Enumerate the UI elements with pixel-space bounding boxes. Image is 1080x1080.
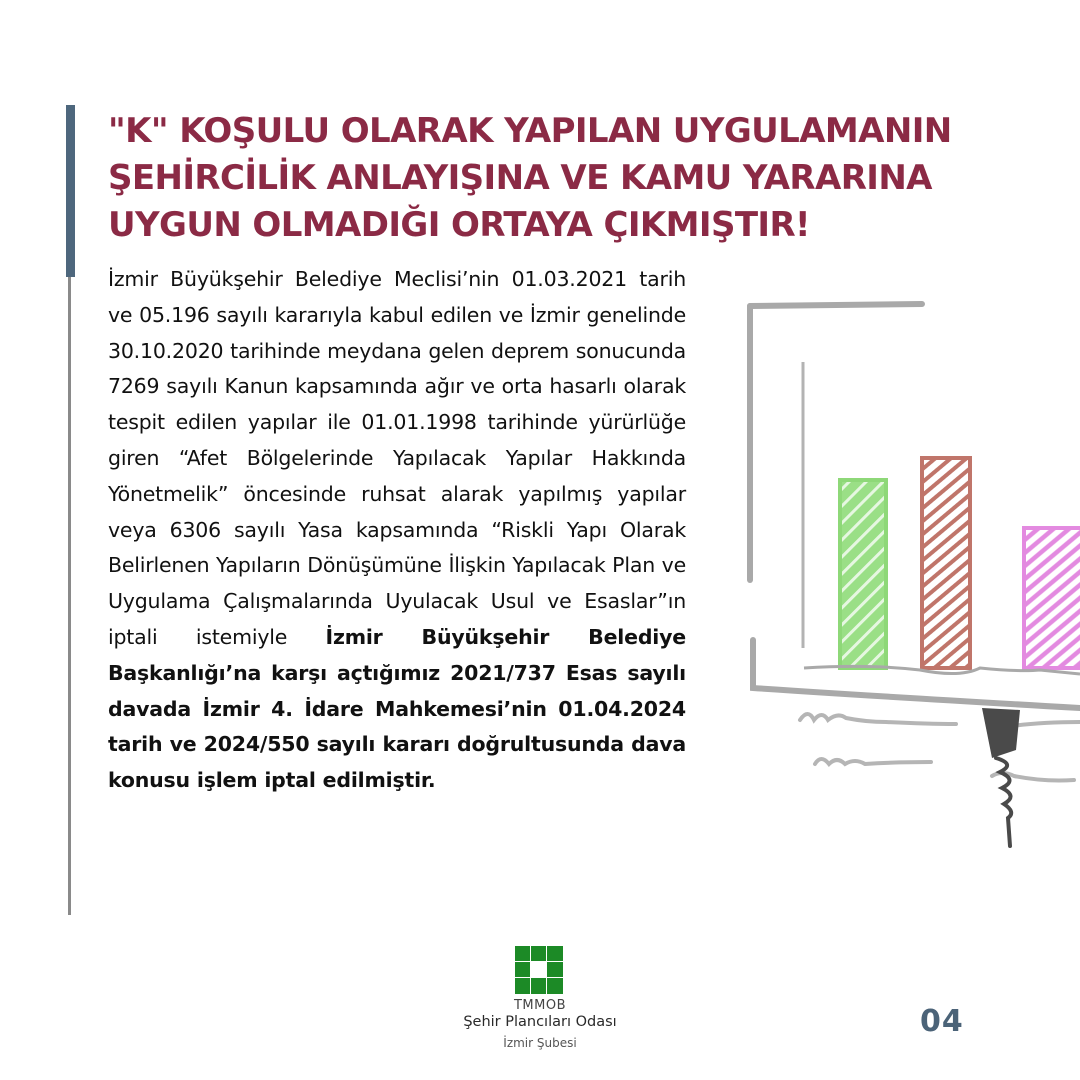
org-branch: İzmir Şubesi [503, 1036, 577, 1050]
tmmob-logo-icon [515, 946, 563, 994]
page-number: 04 [920, 1004, 964, 1039]
title-line-1: "K" KOŞULU OLARAK YAPILAN UYGULAMANIN [108, 111, 952, 151]
accent-bar [66, 105, 75, 277]
body-bold-text: İzmir Büyükşehir Belediye Başkanlığı’na karşı açtığımız 2021/737 Esas sayılı davada İzmir 4. İdare Mahkemesi’nin 01.04.2024 tarih ve 2024/550 sayılı kararı doğrultusunda dava konusu işlem iptal edilmiştir. [108, 624, 686, 793]
body-regular-text: İzmir Büyükşehir Belediye Meclisi’nin 01.03.2021 tarih ve 05.196 sayılı kararıyla kabul edilen ve İzmir genelinde 30.10.2020 tarihinde meydana gelen deprem sonucunda 7269 sayılı Kanun kapsamında ağır ve orta hasarlı olarak tespit edilen yapılar ile 01.01.1998 tarihinde yürürlüğe giren “Afet Bölgelerinde Yapılacak Yapılar Hakkında Yönetmelik” öncesinde ruhsat alarak yapılmış yapılar veya 6306 sayılı Yasa kapsamında “Riskli Yapı Olarak Belirlenen Yapıların Dönüşümüne İlişkin Yapılacak Plan ve Uygulama Çalışmalarında Uyulacak Usul ve Esaslar”ın iptali istemiyle [108, 267, 686, 649]
vertical-divider [68, 277, 71, 915]
bar-chart-sketch-icon [720, 280, 1080, 970]
title-line-2: ŞEHİRCİLİK ANLAYIŞINA VE KAMU YARARINA [108, 158, 932, 198]
org-name: Şehir Plancıları Odası [463, 1014, 617, 1030]
page-title [108, 108, 988, 249]
body-paragraph [108, 262, 686, 799]
org-abbreviation: TMMOB [513, 998, 567, 1013]
title-line-3: UYGUN OLMADIĞI ORTAYA ÇIKMIŞTIR! [108, 205, 810, 245]
